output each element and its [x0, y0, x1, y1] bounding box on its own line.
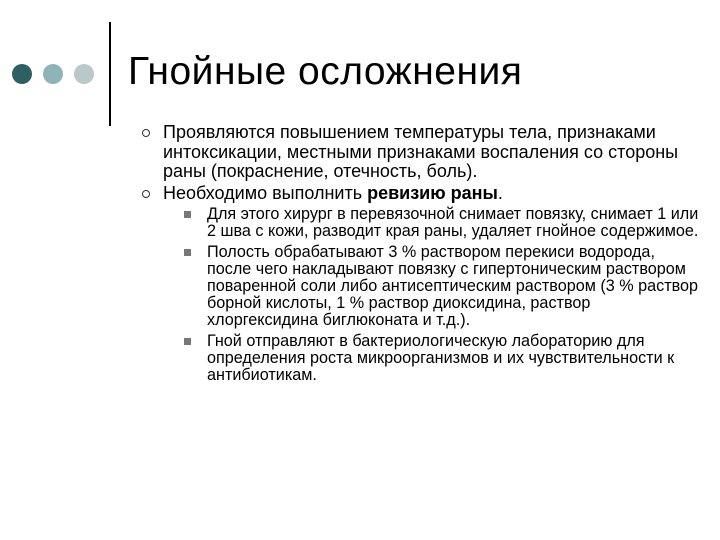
sub-bullet-item: [181, 206, 700, 240]
sub-bullet-item: [181, 333, 700, 384]
bullet-text: Проявляются повышением температуры тела, признаками интоксикации, местными признаками воспаления со стороны раны (покраснение, отечность, боль).: [163, 122, 679, 181]
sub-bullet-list: [181, 206, 700, 384]
bullet-text-prefix: Необходимо выполнить: [163, 182, 368, 203]
bullet-list: [140, 123, 700, 384]
sub-bullet-text: Гной отправляют в бактериологическую лабораторию для определения роста микроорганизмов и их чувствительности к антибиотикам.: [207, 332, 675, 384]
medium-dot-icon: [43, 64, 63, 84]
square-bullet-icon: [184, 211, 191, 218]
bullet-item: [140, 123, 700, 182]
sub-bullet-item: [181, 244, 700, 329]
slide-title: Гнойные осложнения: [128, 50, 523, 93]
bullet-text-bold: ревизию раны: [367, 182, 498, 203]
bullet-text-suffix: .: [497, 182, 503, 203]
dark-dot-icon: [12, 64, 32, 84]
light-dot-icon: [74, 64, 94, 84]
ring-bullet-icon: [142, 129, 150, 137]
square-bullet-icon: [184, 338, 191, 345]
bullet-item: [140, 184, 700, 385]
sub-bullet-text: Для этого хирург в перевязочной снимает повязку, снимает 1 или 2 шва с кожи, разводит края раны, удаляет гнойное содержимое.: [207, 205, 699, 240]
square-bullet-icon: [184, 249, 191, 256]
slide-content: [140, 123, 700, 388]
title-divider: [109, 22, 111, 126]
ring-bullet-icon: [142, 190, 150, 198]
sub-bullet-text: Полость обрабатывают 3 % раствором перекиси водорода, после чего накладывают повязку с гипертоническим раствором поваренной соли либо антисептическим раствором (3 % раствор борной кислоты, 1 % раствор диоксидина, раствор хлоргексидина биглюконата и т.д.).: [207, 243, 699, 329]
decorative-dots: [12, 64, 102, 86]
